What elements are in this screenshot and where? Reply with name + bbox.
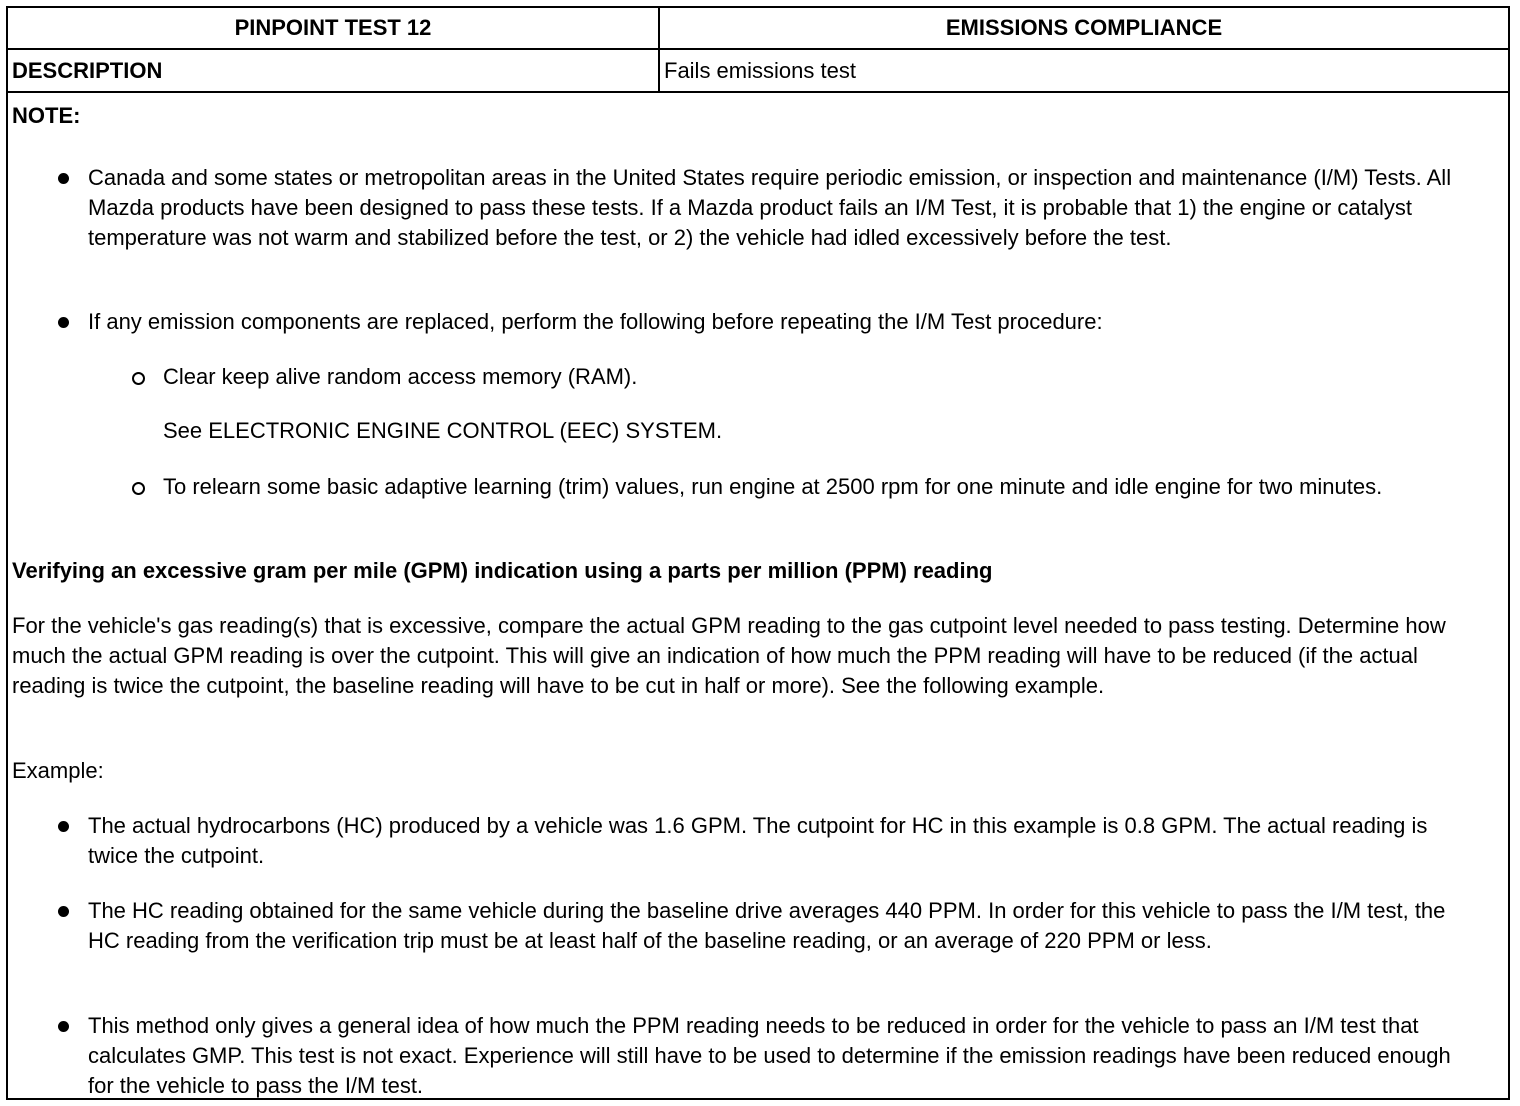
content-body xyxy=(8,93,1508,1098)
section-paragraph: For the vehicle's gas reading(s) that is excessive, compare the actual GPM reading to the gas cutpoint level needed to pass testing. Determine how much the actual GPM reading is over the cutpoint. This will give an indication of how much the PPM reading will have to be reduced (if the actual reading is twice the cutpoint, the baseline reading will have to be cut in half or more). See the following example. xyxy=(12,613,1446,698)
description-value: Fails emissions test xyxy=(664,57,856,83)
sub-bullet-2: To relearn some basic adaptive learning (trim) values, run engine at 2500 rpm for one minute and idle engine for two minutes. xyxy=(163,474,1383,499)
example-bullet-1: The actual hydrocarbons (HC) produced by a vehicle was 1.6 GPM. The cutpoint for HC in this example is 0.8 GPM. The actual reading is twice the cutpoint. xyxy=(88,813,1428,868)
note-bullet-1: Canada and some states or metropolitan areas in the United States require periodic emission, or inspection and maintenance (I/M) Tests. All Mazda products have been designed to pass these tests. If a Mazda product fails an I/M Test, it is probable that 1) the engine or catalyst temperature was not warm and stabilized before the test, or 2) the vehicle had idled excessively before the test. xyxy=(88,165,1452,250)
note-bullet-2: If any emission components are replaced, perform the following before repeating the I/M Test procedure: xyxy=(88,309,1103,334)
description-row xyxy=(8,50,1508,93)
bullet-icon xyxy=(58,821,69,832)
description-label: DESCRIPTION xyxy=(12,57,163,83)
hollow-bullet-icon xyxy=(132,372,145,385)
section-heading: Verifying an excessive gram per mile (GPM) indication using a parts per million (PPM) reading xyxy=(12,558,993,583)
pinpoint-test-table xyxy=(6,6,1510,1100)
bullet-icon xyxy=(58,1021,69,1032)
header-row xyxy=(8,8,1508,50)
example-bullet-2: The HC reading obtained for the same vehicle during the baseline drive averages 440 PPM. In order for this vehicle to pass the I/M test, the HC reading from the verification trip must be at least half of the baseline reading, or an average of 220 PPM or less. xyxy=(88,898,1446,953)
hollow-bullet-icon xyxy=(132,482,145,495)
sub-bullet-1: Clear keep alive random access memory (RAM). xyxy=(163,364,638,389)
example-bullet-3: This method only gives a general idea of how much the PPM reading needs to be reduced in order for the vehicle to pass an I/M test that calculates GMP. This test is not exact. Experience will still have to be used to determine if the emission readings have been reduced enough for the vehicle to pass the I/M test. xyxy=(88,1013,1451,1098)
note-label: NOTE: xyxy=(12,103,81,128)
column-divider xyxy=(658,8,660,93)
see-reference: See ELECTRONIC ENGINE CONTROL (EEC) SYSTEM. xyxy=(163,418,723,443)
bullet-icon xyxy=(58,317,69,328)
example-label: Example: xyxy=(12,758,104,783)
bullet-icon xyxy=(58,906,69,917)
bullet-icon xyxy=(58,173,69,184)
test-title: EMISSIONS COMPLIANCE xyxy=(945,15,1223,40)
test-label: PINPOINT TEST 12 xyxy=(234,15,432,40)
